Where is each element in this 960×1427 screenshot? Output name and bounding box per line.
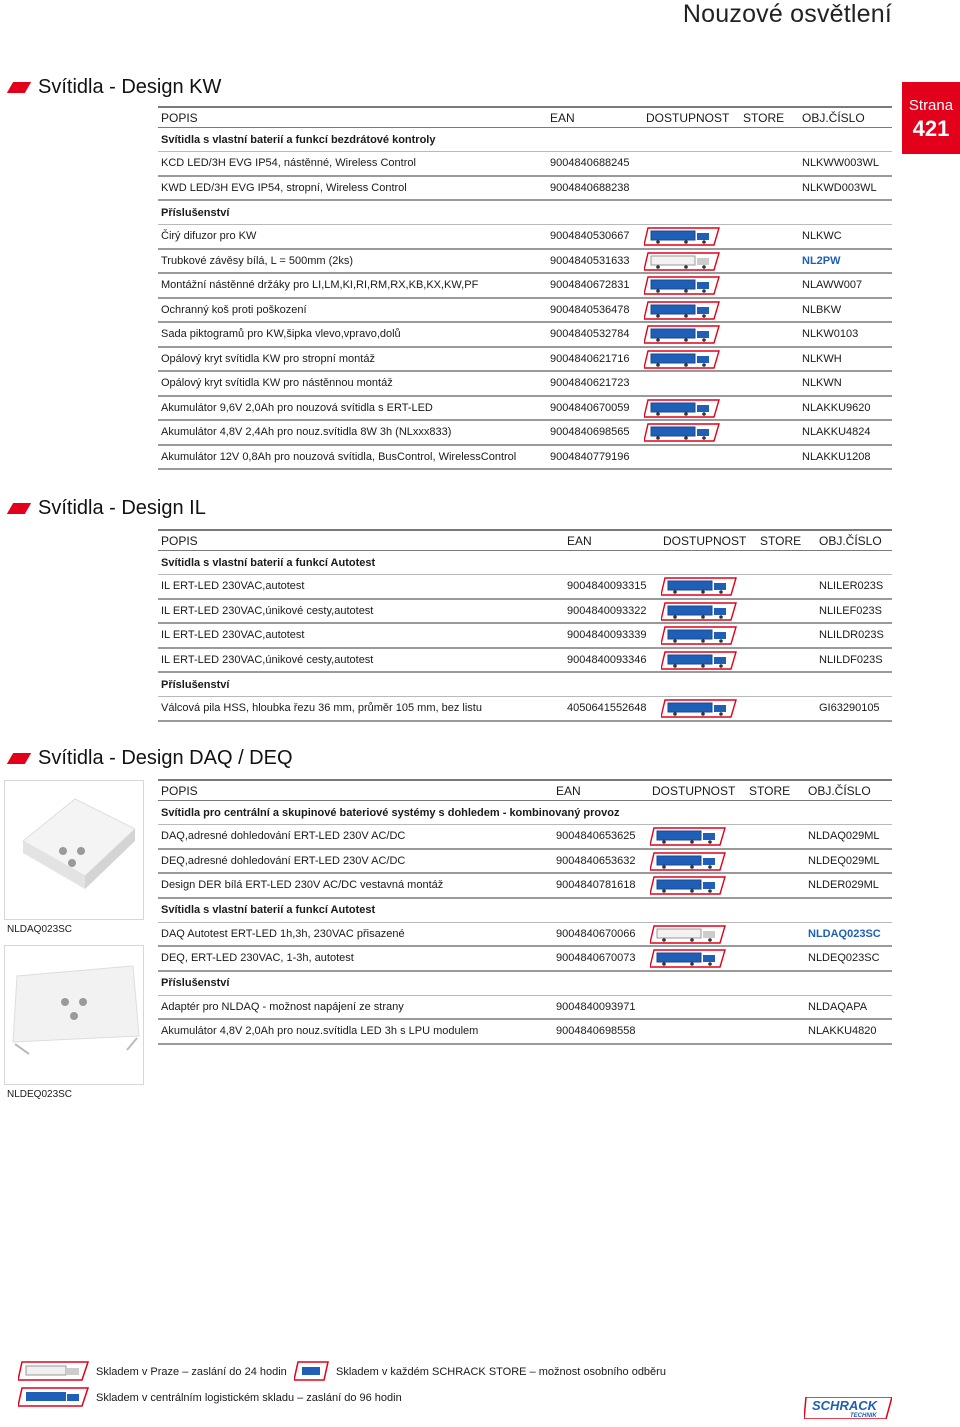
product-description: DEQ,adresné dohledování ERT-LED 230V AC/DC xyxy=(161,854,406,867)
product-description: Trubkové závěsy bílá, L = 500mm (2ks) xyxy=(161,254,354,267)
product-order-number: NLKWH xyxy=(802,352,842,365)
product-order-number: NLAKKU4824 xyxy=(802,426,871,439)
product-description: Opálový kryt svítidla KW pro stropní montáž xyxy=(161,352,375,365)
product-description: Montážní nástěnné držáky pro LI,LM,KI,RI,RM,RX,KB,KX,KW,PF xyxy=(161,279,479,292)
product-order-number: NLDAQ029ML xyxy=(808,830,880,843)
footer-line-store: Skladem v každém SCHRACK STORE – možnost osobního odběru xyxy=(336,1366,666,1378)
table-row xyxy=(158,348,892,373)
product-description: DEQ, ERT-LED 230VAC, 1-3h, autotest xyxy=(161,952,354,965)
truck-white-icon xyxy=(650,925,726,944)
product-ean: 9004840093339 xyxy=(567,629,647,642)
group-heading-text: Příslušenství xyxy=(161,977,230,989)
table-il xyxy=(158,529,892,722)
product-order-number: NLAWW007 xyxy=(802,279,863,292)
product-description: Adaptér pro NLDAQ - možnost napájení ze strany xyxy=(161,1000,404,1013)
truck-blue-icon xyxy=(644,350,720,369)
group-heading-text: Svítidla s vlastní baterií a funkcí Autotest xyxy=(161,556,376,569)
column-header-store: STORE xyxy=(743,110,785,125)
product-ean: 9004840688238 xyxy=(550,181,630,194)
column-header-availability: DOSTUPNOST xyxy=(663,533,747,548)
section-marker-icon xyxy=(7,753,31,764)
table-row xyxy=(158,1020,892,1045)
column-header-ean: EAN xyxy=(567,533,592,548)
section-title-text: Svítidla - Design KW xyxy=(38,76,222,98)
group-heading xyxy=(158,972,892,996)
section-title-kw xyxy=(6,76,221,99)
table-row xyxy=(158,225,892,250)
product-order-number: NLAKKU4820 xyxy=(808,1025,877,1038)
store-cart-icon xyxy=(294,1361,330,1381)
truck-blue-icon xyxy=(644,227,720,246)
section-title-daq xyxy=(6,747,293,770)
truck-blue-icon xyxy=(644,276,720,295)
product-ean: 9004840093315 xyxy=(567,580,647,593)
truck-blue-icon xyxy=(644,325,720,344)
table-row xyxy=(158,152,892,177)
table-daq xyxy=(158,779,892,1045)
group-heading-text: Svítidla pro centrální a skupinové bateriové systémy s dohledem - kombinovaný provoz xyxy=(161,806,620,819)
product-order-number: NLDAQ023SC xyxy=(808,927,881,940)
group-heading xyxy=(158,128,892,152)
column-header-order-number: OBJ.ČÍSLO xyxy=(808,783,871,798)
table-row xyxy=(158,177,892,202)
product-order-number: NLKWD003WL xyxy=(802,181,877,194)
table-row xyxy=(158,825,892,850)
product-ean: 9004840688245 xyxy=(550,157,630,170)
section-title-text: Svítidla - Design IL xyxy=(38,497,206,519)
product-description: Akumulátor 9,6V 2,0Ah pro nouzová svítidla s ERT-LED xyxy=(161,401,433,414)
product-ean: 9004840670059 xyxy=(550,401,630,414)
product-ean: 9004840093346 xyxy=(567,653,647,666)
product-ean: 9004840779196 xyxy=(550,450,630,463)
footer-legend xyxy=(0,1357,960,1427)
product-description: Opálový kryt svítidla KW pro nástěnnou montáž xyxy=(161,377,393,390)
product-description: Sada piktogramů pro KW,šipka vlevo,vpravo,dolů xyxy=(161,328,401,341)
product-description: Akumulátor 4,8V 2,4Ah pro nouz.svítidla 8W 3h (NLxxx833) xyxy=(161,426,452,439)
column-header-order-number: OBJ.ČÍSLO xyxy=(819,533,882,548)
table-row xyxy=(158,372,892,397)
table-row xyxy=(158,923,892,948)
logo-text: SCHRACK xyxy=(812,1398,877,1413)
truck-blue-icon xyxy=(661,699,737,718)
product-ean: 9004840531633 xyxy=(550,254,630,267)
table-header xyxy=(158,529,892,551)
footer-line-prague: Skladem v Praze – zaslání do 24 hodin xyxy=(96,1366,287,1378)
product-ean: 9004840532784 xyxy=(550,328,630,341)
table-header xyxy=(158,106,892,128)
truck-blue-icon xyxy=(650,876,726,895)
group-heading xyxy=(158,801,892,825)
table-row xyxy=(158,575,892,600)
table-row xyxy=(158,299,892,324)
column-header-availability: DOSTUPNOST xyxy=(646,110,730,125)
truck-blue-icon xyxy=(650,827,726,846)
product-order-number: NLAKKU9620 xyxy=(802,401,871,414)
column-header-store: STORE xyxy=(760,533,802,548)
schrack-logo xyxy=(804,1397,892,1419)
truck-blue-icon xyxy=(18,1387,90,1407)
table-row xyxy=(158,600,892,625)
group-heading xyxy=(158,201,892,225)
product-description: IL ERT-LED 230VAC,autotest xyxy=(161,629,305,642)
footer-line-central: Skladem v centrálním logistickém skladu – zaslání do 96 hodin xyxy=(96,1392,402,1404)
product-order-number: NLDAQAPA xyxy=(808,1000,868,1013)
truck-white-icon xyxy=(18,1361,90,1381)
table-row xyxy=(158,874,892,899)
product-ean: 9004840781618 xyxy=(556,879,636,892)
product-ean: 9004840530667 xyxy=(550,230,630,243)
product-description: Akumulátor 4,8V 2,0Ah pro nouz.svítidla LED 3h s LPU modulem xyxy=(161,1025,479,1038)
product-ean: 9004840672831 xyxy=(550,279,630,292)
page-title: Nouzové osvětlení xyxy=(682,0,892,28)
product-description: IL ERT-LED 230VAC,únikové cesty,autotest xyxy=(161,653,374,666)
product-ean: 9004840621716 xyxy=(550,352,630,365)
truck-blue-icon xyxy=(644,423,720,442)
page-badge xyxy=(902,82,960,154)
product-description: Čirý difuzor pro KW xyxy=(161,230,257,243)
product-order-number: NLKW0103 xyxy=(802,328,859,341)
product-order-number: NLAKKU1208 xyxy=(802,450,871,463)
product-label-deq: NLDEQ023SC xyxy=(7,1089,73,1100)
truck-blue-icon xyxy=(661,602,737,621)
product-ean: 9004840698558 xyxy=(556,1025,636,1038)
product-description: IL ERT-LED 230VAC,autotest xyxy=(161,580,305,593)
product-ean: 9004840653632 xyxy=(556,854,636,867)
product-image-daq xyxy=(4,780,144,920)
product-ean: 9004840536478 xyxy=(550,303,630,316)
column-header-desc: POPIS xyxy=(161,533,198,548)
truck-blue-icon xyxy=(661,651,737,670)
column-header-ean: EAN xyxy=(556,783,581,798)
product-ean: 9004840670066 xyxy=(556,927,636,940)
truck-blue-icon xyxy=(644,399,720,418)
truck-blue-icon xyxy=(650,852,726,871)
table-kw xyxy=(158,106,892,470)
product-ean: 9004840621723 xyxy=(550,377,630,390)
product-description: KWD LED/3H EVG IP54, stropní, Wireless Control xyxy=(161,181,407,194)
product-order-number: NLILEF023S xyxy=(819,604,882,617)
page-badge-label: Strana xyxy=(908,97,954,114)
column-header-desc: POPIS xyxy=(161,783,198,798)
page-badge-number: 421 xyxy=(912,116,950,141)
product-ean: 9004840093971 xyxy=(556,1000,636,1013)
table-row xyxy=(158,850,892,875)
product-order-number: NLKWW003WL xyxy=(802,157,880,170)
truck-blue-icon xyxy=(650,949,726,968)
product-order-number: NLKWN xyxy=(802,377,842,390)
product-description: IL ERT-LED 230VAC,únikové cesty,autotest xyxy=(161,604,374,617)
table-row xyxy=(158,421,892,446)
product-ean: 4050641552648 xyxy=(567,702,647,715)
truck-blue-icon xyxy=(644,301,720,320)
table-row xyxy=(158,323,892,348)
product-order-number: NL2PW xyxy=(802,254,841,267)
product-ean: 9004840653625 xyxy=(556,830,636,843)
column-header-ean: EAN xyxy=(550,110,575,125)
product-description: Design DER bílá ERT-LED 230V AC/DC vestavná montáž xyxy=(161,879,444,892)
product-image-deq xyxy=(4,945,144,1085)
group-heading xyxy=(158,673,892,697)
table-row xyxy=(158,649,892,674)
table-row xyxy=(158,947,892,972)
table-row xyxy=(158,397,892,422)
table-row xyxy=(158,274,892,299)
column-header-order-number: OBJ.ČÍSLO xyxy=(802,110,865,125)
product-description: KCD LED/3H EVG IP54, nástěnné, Wireless Control xyxy=(161,157,416,170)
group-heading-text: Příslušenství xyxy=(161,206,230,219)
product-description: DAQ Autotest ERT-LED 1h,3h, 230VAC přisazené xyxy=(161,927,405,940)
product-photo-deq xyxy=(5,946,143,1084)
group-heading xyxy=(158,899,892,923)
product-photo-daq xyxy=(5,781,143,919)
product-order-number: NLKWC xyxy=(802,230,842,243)
truck-white-icon xyxy=(644,252,720,271)
product-order-number: NLDER029ML xyxy=(808,879,879,892)
section-marker-icon xyxy=(7,82,31,93)
table-row xyxy=(158,624,892,649)
product-order-number: NLBKW xyxy=(802,303,842,316)
product-ean: 9004840670073 xyxy=(556,952,636,965)
table-row xyxy=(158,697,892,722)
product-order-number: NLILER023S xyxy=(819,580,884,593)
group-heading xyxy=(158,551,892,575)
truck-blue-icon xyxy=(661,577,737,596)
product-order-number: NLILDR023S xyxy=(819,629,884,642)
table-row xyxy=(158,996,892,1021)
product-description: Akumulátor 12V 0,8Ah pro nouzová svítidla, BusControl, WirelessControl xyxy=(161,450,517,463)
column-header-store: STORE xyxy=(749,783,791,798)
group-heading-text: Svítidla s vlastní baterií a funkcí bezdrátové kontroly xyxy=(161,133,436,146)
product-order-number: NLILDF023S xyxy=(819,653,883,666)
product-order-number: GI63290105 xyxy=(819,702,880,715)
group-heading-text: Svítidla s vlastní baterií a funkcí Autotest xyxy=(161,904,376,916)
product-ean: 9004840093322 xyxy=(567,604,647,617)
product-order-number: NLDEQ023SC xyxy=(808,952,880,965)
truck-blue-icon xyxy=(661,626,737,645)
product-description: Ochranný koš proti poškození xyxy=(161,303,307,316)
table-row xyxy=(158,446,892,471)
section-title-text: Svítidla - Design DAQ / DEQ xyxy=(38,747,293,769)
product-ean: 9004840698565 xyxy=(550,426,630,439)
section-title-il xyxy=(6,497,206,520)
product-order-number: NLDEQ029ML xyxy=(808,854,880,867)
section-marker-icon xyxy=(7,503,31,514)
column-header-desc: POPIS xyxy=(161,110,198,125)
table-row xyxy=(158,250,892,275)
product-description: DAQ,adresné dohledování ERT-LED 230V AC/DC xyxy=(161,830,406,843)
logo-subtext: TECHNIK xyxy=(850,1413,877,1419)
product-label-daq: NLDAQ023SC xyxy=(7,924,73,935)
column-header-availability: DOSTUPNOST xyxy=(652,783,736,798)
product-description: Válcová pila HSS, hloubka řezu 36 mm, průměr 105 mm, bez listu xyxy=(161,702,482,715)
group-heading-text: Příslušenství xyxy=(161,678,230,691)
table-header xyxy=(158,779,892,801)
